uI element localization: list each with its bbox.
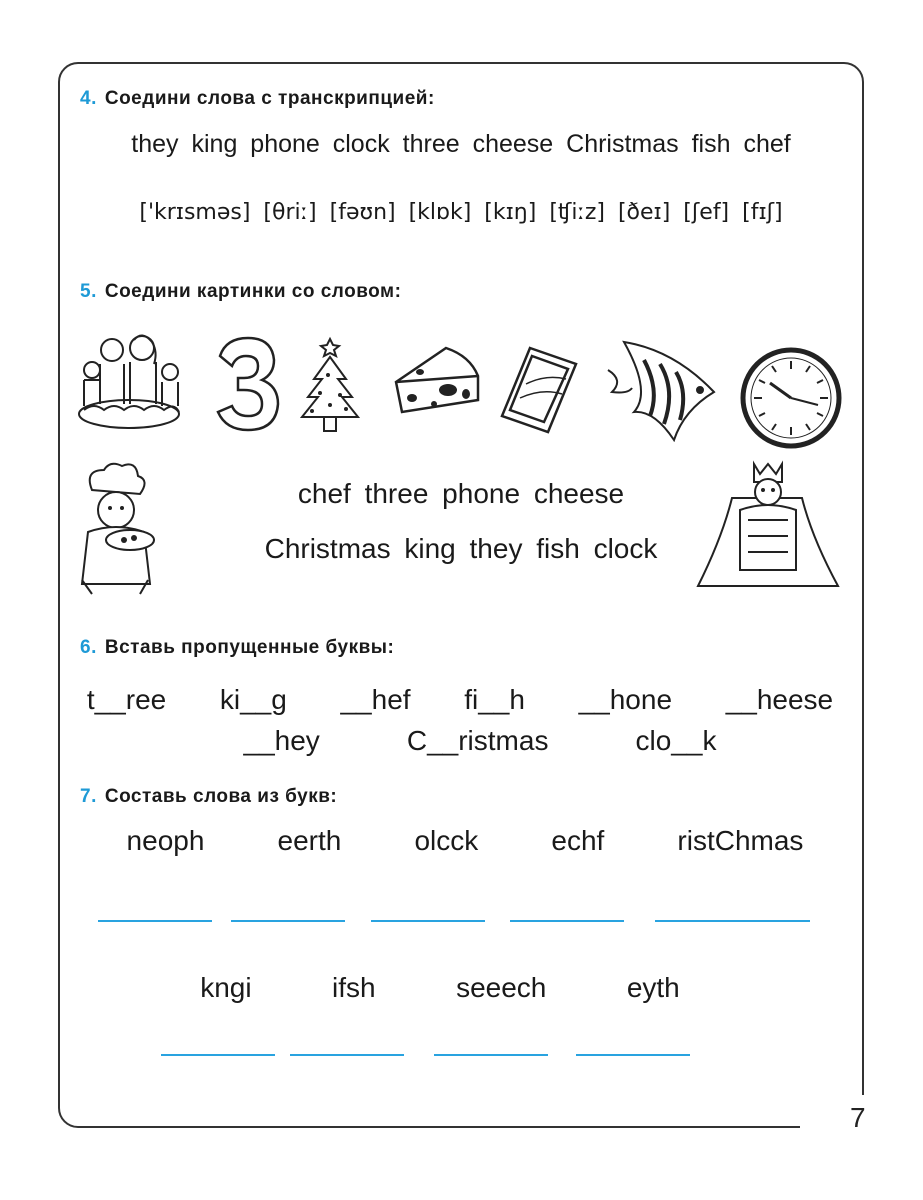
answer-line[interactable] — [290, 1054, 404, 1056]
christmas-tree-picture — [290, 335, 370, 440]
answer-line[interactable] — [510, 920, 624, 922]
task-5-words-line-2: Christmas king they fish clock — [264, 533, 658, 564]
gap-word: clo__k — [635, 725, 717, 756]
scrambled-word: eerth — [277, 825, 342, 856]
family-picture — [72, 332, 187, 432]
task-6-row-1 — [60, 684, 860, 716]
answer-line[interactable] — [655, 920, 810, 922]
task-4-words: they king phone clock three cheese Christmas fish chef — [131, 130, 791, 158]
gap-word: __hone — [578, 684, 673, 715]
task-7-row-1 — [90, 825, 840, 857]
answer-line[interactable] — [371, 920, 485, 922]
task-5-title: Соедини картинки со словом: — [104, 281, 402, 302]
answer-line[interactable] — [576, 1054, 690, 1056]
scrambled-word: eyth — [626, 972, 680, 1003]
clock-picture — [740, 347, 842, 449]
task-4-title: Соедини слова с транскрипцией: — [104, 88, 435, 109]
task-5-words-line-1: chef three phone cheese — [297, 478, 625, 509]
answer-line[interactable] — [161, 1054, 275, 1056]
task-7-number: 7. — [80, 786, 97, 807]
gap-word: C__ristmas — [406, 725, 549, 756]
frame-gap — [800, 1095, 880, 1135]
scrambled-word: echf — [551, 825, 605, 856]
task-4-heading — [80, 88, 435, 110]
task-7-row-2 — [160, 972, 720, 1004]
task-4-transcriptions: ['krɪsməs] [θriː] [fəʊn] [klɒk] [kɪŋ] [ʧiːz] [ðeɪ] [ʃef] [fɪʃ] — [139, 200, 783, 225]
fish-picture — [604, 340, 722, 442]
page-number: 7 — [850, 1102, 866, 1133]
gap-word: __hey — [243, 725, 320, 756]
cheese-picture — [390, 342, 485, 417]
task-6-row-2 — [200, 725, 760, 757]
phone-picture — [496, 344, 581, 434]
number-three-picture — [208, 334, 280, 434]
scrambled-word: neoph — [126, 825, 205, 856]
task-6-number: 6. — [80, 637, 97, 658]
task-5-number: 5. — [80, 281, 97, 302]
task-5-heading — [80, 281, 401, 303]
task-4-number: 4. — [80, 88, 97, 109]
gap-word: fi__h — [464, 684, 525, 715]
scrambled-word: seeech — [456, 972, 547, 1003]
gap-word: t__ree — [86, 684, 167, 715]
task-7-title: Составь слова из букв: — [104, 786, 338, 807]
task-7-heading — [80, 786, 337, 808]
scrambled-word: ristChmas — [677, 825, 804, 856]
task-6-heading — [80, 637, 394, 659]
gap-word: ki__g — [219, 684, 287, 715]
gap-word: __hef — [340, 684, 411, 715]
scrambled-word: olcck — [414, 825, 479, 856]
scrambled-word: ifsh — [332, 972, 376, 1003]
gap-word: __heese — [725, 684, 834, 715]
answer-line[interactable] — [231, 920, 345, 922]
answer-line[interactable] — [98, 920, 212, 922]
task-6-title: Вставь пропущенные буквы: — [104, 637, 395, 658]
scrambled-word: kngi — [200, 972, 252, 1003]
answer-line[interactable] — [434, 1054, 548, 1056]
